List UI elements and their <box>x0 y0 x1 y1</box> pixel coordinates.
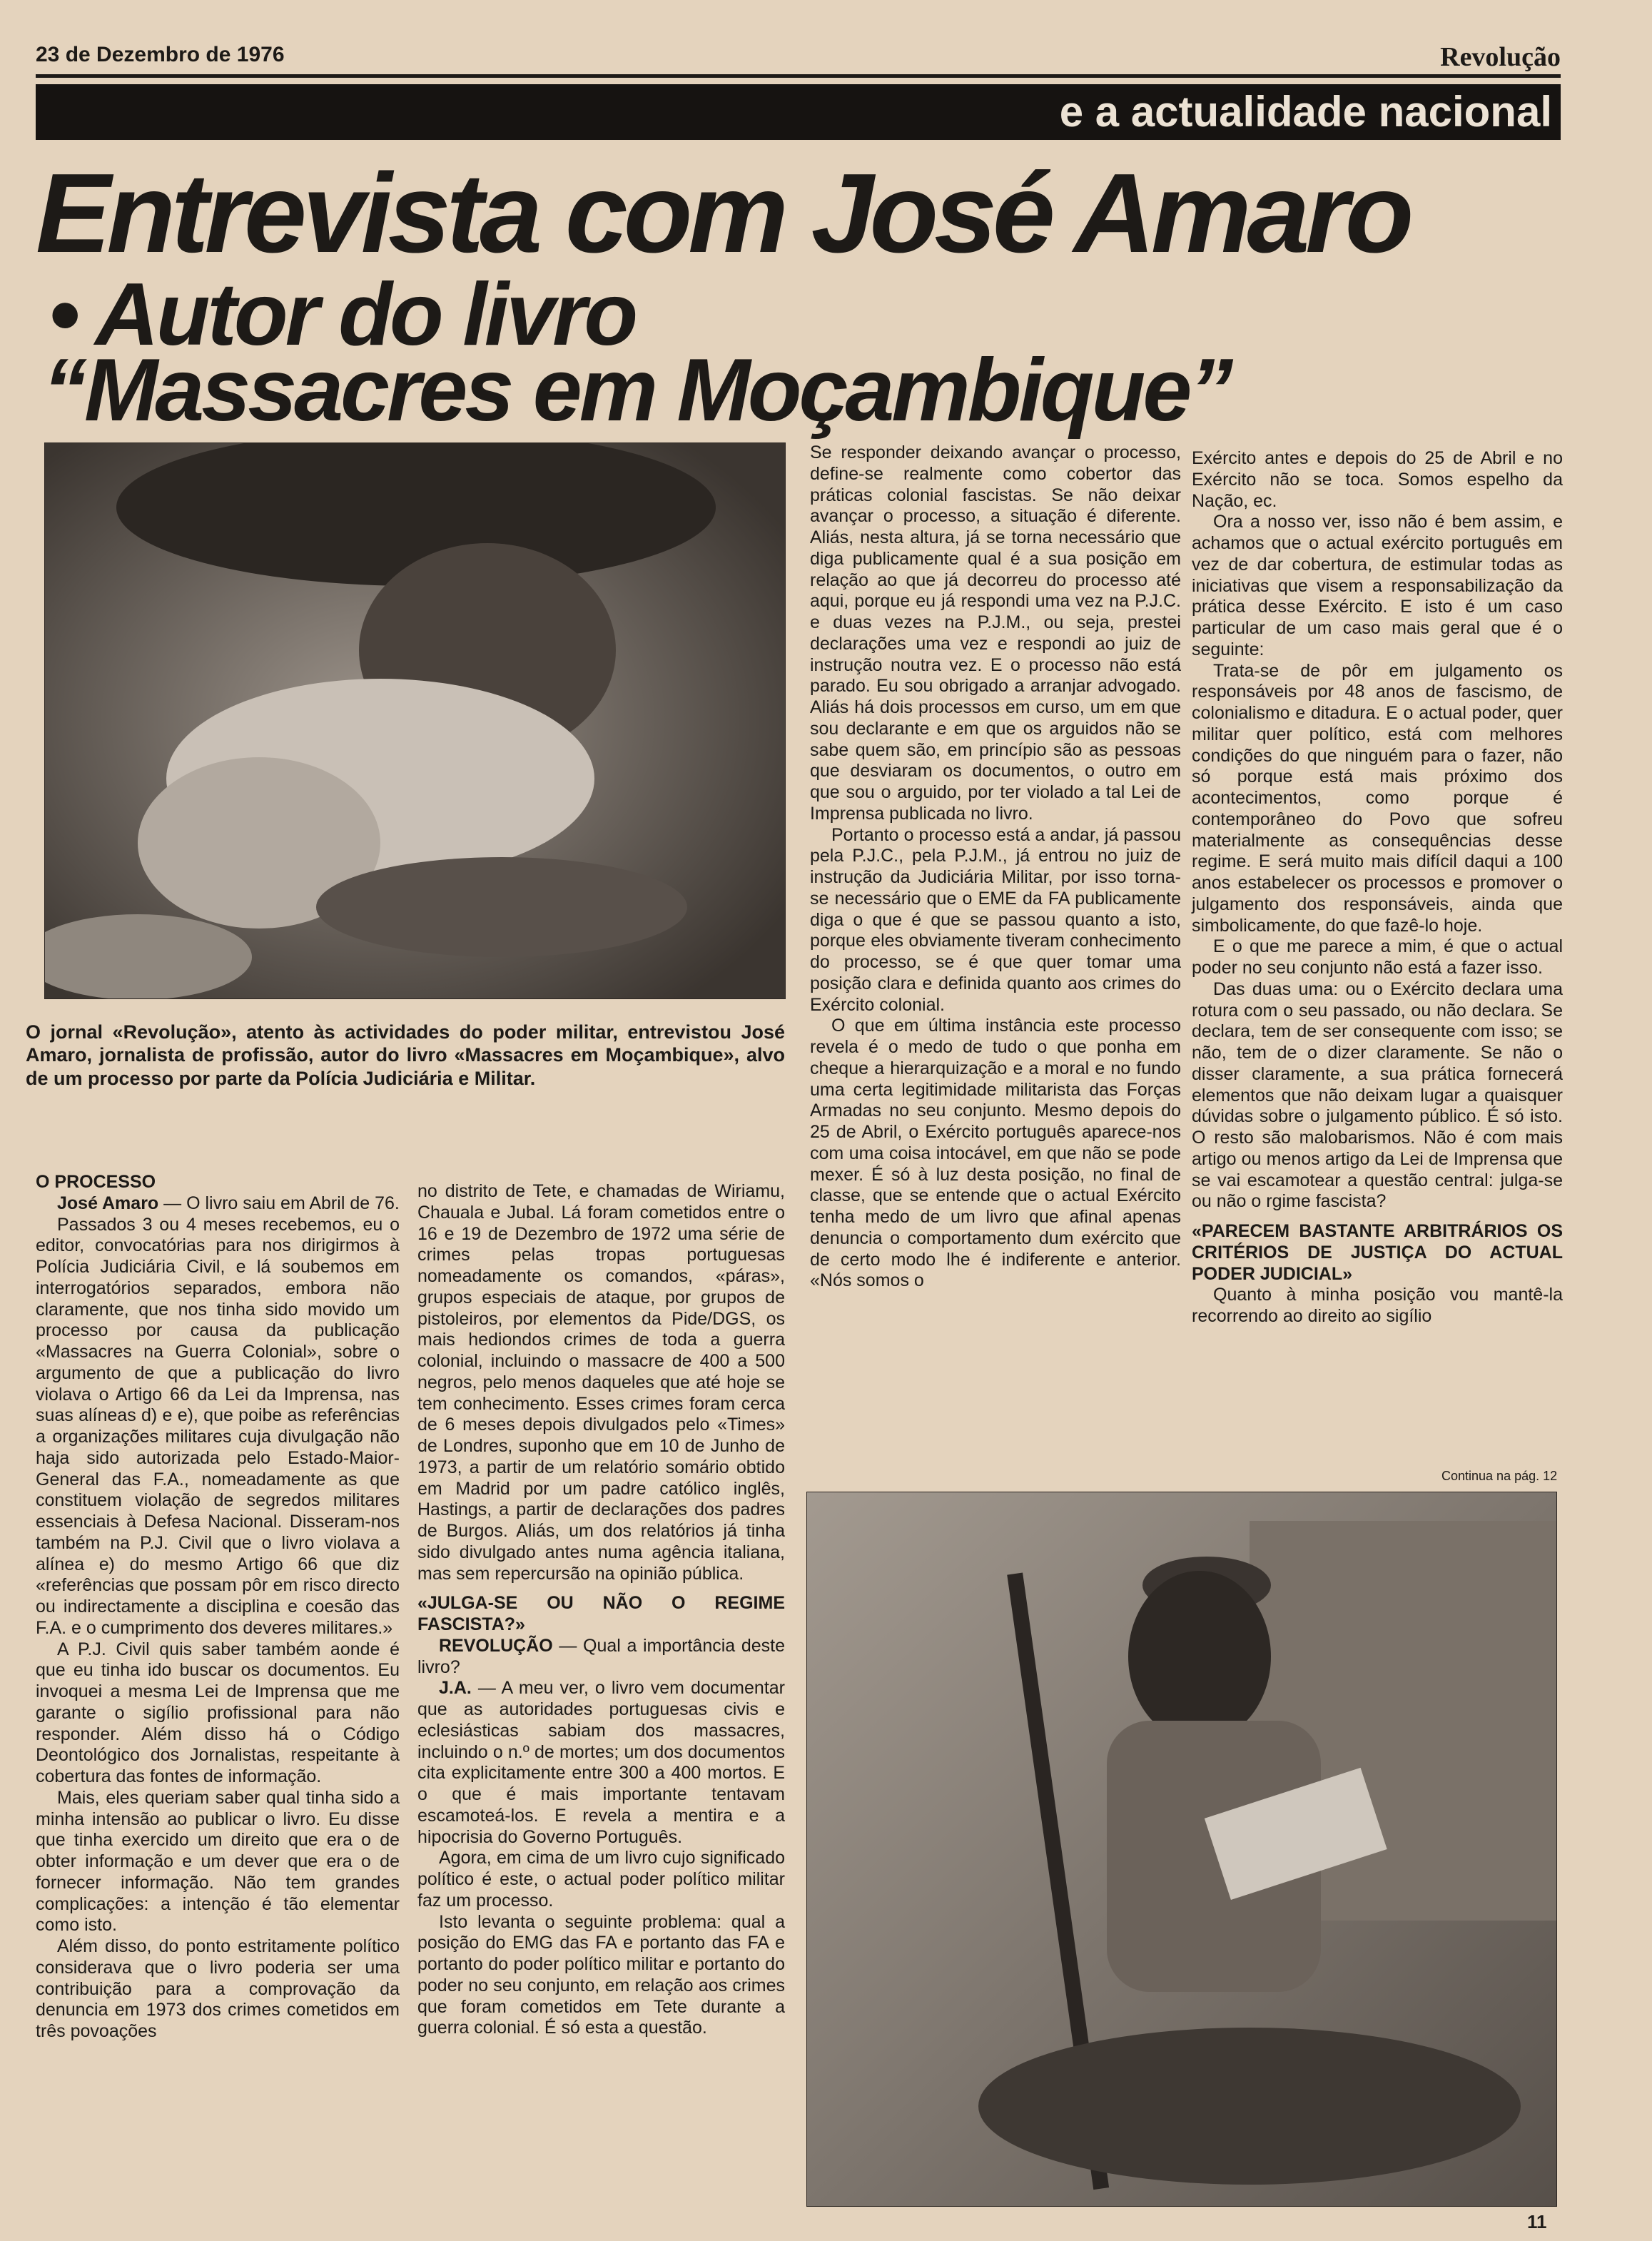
photo-caption: O jornal «Revolução», atento às actividades do poder militar, entrevistou José Amaro, jornalista de profissão, autor do livro «Massacres em Moçambique», alvo de um processo por parte da Polícia Judiciária e Militar. <box>26 1021 785 1089</box>
paragraph: Isto levanta o seguinte problema: qual a posição do EMG das FA e portanto das FA e portanto do poder político militar e portanto do poder no seu conjunto, em relação aos crimes que foram cometidos em Tete durante a guerra colonial. É só esta a questão. <box>417 1911 785 2038</box>
paragraph: Das duas uma: ou o Exército declara uma rotura com o seu passado, ou não declara. Se declara, tem de ser consequente com isso; se não, tem de o dizer claramente. Se não o disser claramente, a sua prática fornecerá elementos que não deixam lugar a quaisquer dúvidas sobre o julgamento público. É só isto. O resto são malobarismos. Não é com mais artigo ou menos artigo da Lei de Imprensa que se vai escamotear a questão central: julga-se ou não o rgime fascista? <box>1192 978 1563 1212</box>
paragraph: Exército antes e depois do 25 de Abril e no Exército não se toca. Somos espelho da Nação, ec. <box>1192 448 1563 511</box>
paragraph: no distrito de Tete, e chamadas de Wiriamu, Chauala e Jubal. Lá foram cometidos entre o 16 e 19 de Dezembro de 1972 uma série de crimes pelas tropas portuguesas nomeadamente os comandos, «páras», grupos especiais de ataque, por grupos de pistoleiros, por elementos da Pide/DGS, os mais hediondos crimes de toda a guerra colonial, incluindo o massacre de 400 a 500 negros, pelo menos daqueles que até hoje se tem conhecimento. Esses crimes foram cerca de 6 meses depois divulgados pelo «Times» de Londres, suponho que em 10 de Junho de 1973, a partir de um relatório somário obtido em Madrid por um padre católico inglês, Hastings, a partir de declarações dos padres de Burgos. Aliás, um dos relatórios já tinha sido divulgado antes numa agência italiana, mas sem repercursão na opinião pública. <box>417 1181 785 1584</box>
paragraph: Quanto à minha posição vou mantê-la recorrendo ao direito ao sigílio <box>1192 1285 1563 1326</box>
column-2 <box>417 1181 785 2039</box>
paragraph: Passados 3 ou 4 meses recebemos, eu o editor, convocatórias para nos dirigirmos à Polícia Judiciária Civil, e lá soubemos em interrogatórios separados, embora não claramente, que nos tinha sido movido um processo por causa da publicação «Massacres na Guerra Colonial», sobre o argumento de que a publicação do livro violava o Artigo 66 da Lei da Imprensa, nas suas alíneas d) e e), que poibe as referências a organizações militares cuja divulgação não haja sido autorizada pelo Estado-Maior-General das F.A., nomeadamente as que constituem violação de segredos militares essenciais à Defesa Nacional. Disseram-nos também na P.J. Civil que o livro violava a alínea e) do mesmo Artigo 66 que diz «referências que possam pôr em risco directo ou indirectamente a disciplina e coesão das F.A. e o cumprimento dos deveres militares.» <box>36 1214 400 1638</box>
subheadline-line2: “Massacres em Moçambique” <box>43 341 1231 440</box>
paragraph: José Amaro — O livro saiu em Abril de 76. <box>57 1193 400 1213</box>
section-heading-regime: «JULGA-SE OU NÃO O REGIME FASCISTA?» <box>417 1593 785 1634</box>
paragraph: Ora a nosso ver, isso não é bem assim, e achamos que o actual exército português em vez de dar cobertura, de estimular todas as iniciativas que visem a responsabilização da prática desse Exército. E isto é um caso particular de um caso mais geral que é o seguinte: <box>1192 512 1563 659</box>
paragraph: Agora, em cima de um livro cujo significado político é este, o actual poder político militar faz um processo. <box>417 1848 785 1911</box>
paragraph: Portanto o processo está a andar, já passou pela P.J.C., pela P.J.M., já entrou no juiz de instrução da Judiciária Militar, por isso torna-se necessário que o EME da FA publicamente diga o que é que se passou quanto a isto, porque eles obviamente tiveram conhecimento do processo, se é que quer tomar uma posição clara e definida quanto aos crimes do Exército colonial. <box>810 824 1181 1015</box>
subheadline-line1: • Autor do livro <box>49 265 636 364</box>
header-rule <box>36 74 1561 78</box>
column-3 <box>810 442 1181 1292</box>
paragraph: O que em última instância este processo revela é o medo de tudo o que ponha em cheque a hierarquização e a moral e no fundo uma certa legitimidade militarista das Forças Armadas no seu conjunto. Mesmo depois do 25 de Abril, o Exército português aparece-nos com uma coisa intocável, em que não se pode mexer. É só à luz desta posição, no final de classe, que se entende que o actual Exército tenha medo de um livro que afinal apenas denuncia o comportamento dum exército que de certo modo lhe é indiferente e anterior. «Nós somos o <box>810 1016 1181 1291</box>
masthead: Revolução <box>1440 42 1561 72</box>
paragraph: E o que me parece a mim, é que o actual poder no seu conjunto não está a fazer isso. <box>1192 936 1563 978</box>
section-heading-judicial: «PARECEM BASTANTE ARBITRÁRIOS OS CRITÉRIOS DE JUSTIÇA DO ACTUAL PODER JUDICIAL» <box>1192 1221 1563 1284</box>
speaker-name: REVOLUÇÃO <box>439 1635 553 1656</box>
speaker-name: J.A. <box>439 1678 472 1699</box>
column-4 <box>1192 448 1563 1327</box>
section-heading-process: O PROCESSO <box>36 1172 156 1192</box>
section-banner <box>36 84 1561 140</box>
paragraph: A P.J. Civil quis saber também aonde é que eu tinha ido buscar os documentos. Eu invoquei a mesma Lei de Imprensa que me garante o sigílio profissional para não responder. Além disso há o Código Deontológico dos Jornalistas, respeitante à cobertura das fontes de informação. <box>36 1639 400 1786</box>
paragraph: Trata-se de pôr em julgamento os responsáveis por 48 anos de fascismo, de colonialismo e ditadura. E o actual poder, quer militar quer político, está com melhores condições do que ninguém para o fazer, não só porque está mais próximo dos acontecimentos, como porque é contemporâneo do Povo que sofreu materialmente as consequências desse regime. E será muito mais difícil daqui a 100 anos estabelecer os processos e promover o julgamento dos responsáveis, ainda que simbolicamente, do que fazê-lo hoje. <box>1192 660 1563 936</box>
paragraph: Além disso, do ponto estritamente político considerava que o livro poderia ser uma contribuição para a comprovação da denuncia em 1973 dos crimes cometidos em três povoações <box>36 1936 400 2041</box>
question: REVOLUÇÃO — Qual a importância deste livro? <box>417 1635 785 1677</box>
paragraph: Mais, eles queriam saber qual tinha sido a minha intensão ao publicar o livro. Eu disse que tinha exercido um direito que era o de obter informação e um dever que era o de fornecer informação. Não tem grandes complicações: a intenção é tão elementar como isto. <box>36 1787 400 1936</box>
answer: J.A. — A meu ver, o livro vem documentar que as autoridades portuguesas civis e eclesiásticas sabiam dos massacres, incluindo o n.º de mortes; um dos documentos cita explicitamente entre 300 a 400 mortos. E o que é mais importante tentavam escamoteá-los. E revela a mentira e a hipocrisia do Governo Português. <box>417 1678 785 1847</box>
photo-soldier-reading <box>806 1492 1557 2207</box>
column-1 <box>36 1163 400 2043</box>
issue-date: 23 de Dezembro de 1976 <box>36 43 285 66</box>
photo-massacre-victims <box>44 442 786 999</box>
continued-note: Continua na pág. 12 <box>1441 1469 1558 1483</box>
page-number: 11 <box>1527 2211 1547 2232</box>
headline: Entrevista com José Amaro <box>36 151 1410 276</box>
speaker-name: José Amaro <box>57 1193 159 1213</box>
paragraph: Se responder deixando avançar o processo, define-se realmente como cobertor das práticas colonial fascistas. Se não deixar avançar o processo, a situação é diferente. Aliás, nesta altura, já se torna necessário que diga publicamente qual é a sua posição em relação ao que já decorreu do processo até aqui, porque eu já respondi uma vez na P.J.C. e duas vezes na P.J.M., ou seja, prestei declarações uma vez e respondi ao juiz de instrução noutra vez. E o processo não está parado. Eu sou obrigado a arranjar advogado. Aliás há dois processos em curso, um em que sou declarante e em que os arguidos não se sabe quem são, em princípio são as pessoas que desviaram os documentos, o outro em que sou o arguido, por ter violado a tal Lei de Imprensa publicada no livro. <box>810 442 1181 824</box>
section-title: e a actualidade nacional <box>1059 88 1552 136</box>
